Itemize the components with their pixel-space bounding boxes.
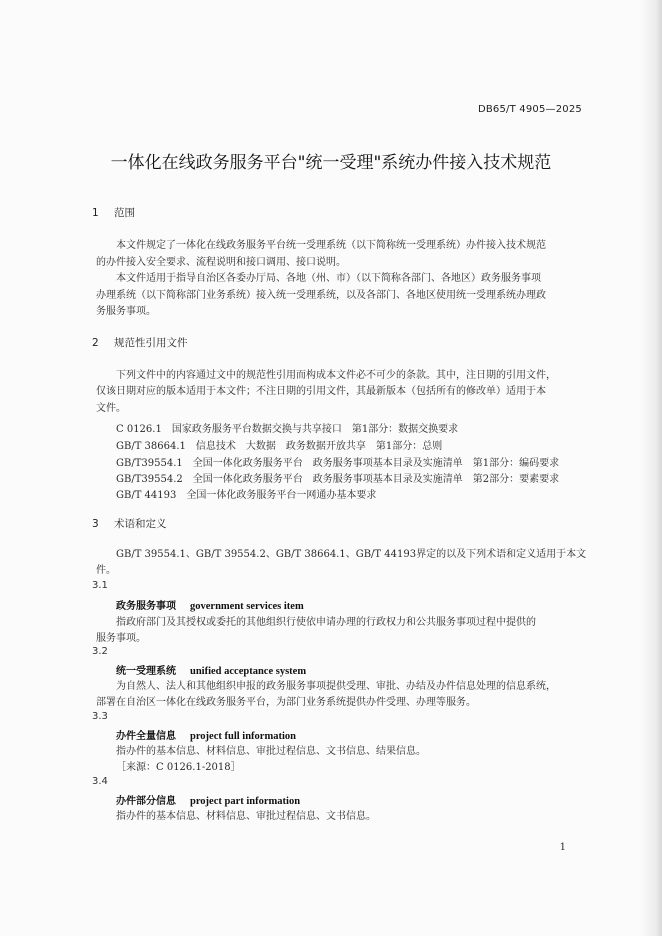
term-english: project part information <box>190 796 301 807</box>
term-entry <box>116 662 306 677</box>
term-chinese: 办件部分信息 <box>116 796 176 807</box>
normative-reference: GB/T 38664.1 信息技术 大数据 政务数据开放共享 第1部分：总则 <box>116 441 443 452</box>
section-1-para-1-line-2: 的办件接入安全要求、流程说明和接口调用、接口说明。 <box>96 257 346 268</box>
term-definition-line-2: 服务事项。 <box>96 633 146 644</box>
section-1-title: 范围 <box>114 207 135 219</box>
clause-number: 3.3 <box>92 711 108 722</box>
section-1-para-1-line-1: 本文件规定了一体化在线政务服务平台统一受理系统（以下简称统一受理系统）办件接入技术规范 <box>116 240 546 251</box>
term-entry <box>116 792 300 807</box>
section-3-heading <box>92 516 167 531</box>
term-english: project full information <box>190 731 296 742</box>
page-number: 1 <box>559 842 566 853</box>
section-3-number: 3 <box>92 518 99 530</box>
section-1-heading <box>92 205 135 220</box>
normative-reference: GB/T 44193 全国一体化政务服务平台一网通办基本要求 <box>116 490 377 501</box>
clause-number: 3.1 <box>92 580 108 591</box>
section-2-heading <box>92 335 188 350</box>
document-code: DB65/T 4905—2025 <box>477 104 582 115</box>
section-2-number: 2 <box>92 337 99 349</box>
section-3-title: 术语和定义 <box>114 518 167 530</box>
term-english: unified acceptance system <box>190 666 307 677</box>
document-title: 一体化在线政务服务平台"统一受理"系统办件接入技术规范 <box>110 153 552 173</box>
section-1-para-2-line-2: 办理系统（以下简称部门业务系统）接入统一受理系统，以及各部门、各地区使用统一受理系统办理政 <box>96 290 546 301</box>
section-2-intro-line-1: 下列文件中的内容通过文中的规范性引用而构成本文件必不可少的条款。其中，注日期的引用文件， <box>116 370 556 381</box>
section-1-number: 1 <box>92 207 99 219</box>
section-2-intro-line-2: 仅该日期对应的版本适用于本文件；不注日期的引用文件，其最新版本（包括所有的修改单）适用于本 <box>96 386 546 397</box>
normative-reference: GB/T39554.2 全国一体化政务服务平台 政务服务事项基本目录及实施清单 第2部分：要素要求 <box>116 474 560 485</box>
section-1-para-2-line-3: 务服务事项。 <box>96 306 156 317</box>
term-entry <box>116 727 296 742</box>
term-entry <box>116 597 304 612</box>
term-chinese: 办件全量信息 <box>116 731 176 742</box>
section-1-para-2-line-1: 本文件适用于指导自治区各委办厅局、各地（州、市）（以下简称各部门、各地区）政务服务事项 <box>116 273 541 284</box>
term-definition-line-1: 指办件的基本信息、材料信息、审批过程信息、文书信息。 <box>116 811 376 822</box>
section-3-intro-line-1: GB/T 39554.1、GB/T 39554.2、GB/T 38664.1、GB/T 44193界定的以及下列术语和定义适用于本文 <box>116 549 587 560</box>
term-source: ［来源：C 0126.1-2018］ <box>116 762 241 773</box>
normative-reference: C 0126.1 国家政务服务平台数据交换与共享接口 第1部分：数据交换要求 <box>116 424 459 435</box>
scan-edge-shadow <box>640 0 662 936</box>
term-definition-line-1: 指政府部门及其授权或委托的其他组织行使依申请办理的行政权力和公共服务事项过程中提供的 <box>116 617 536 628</box>
term-definition-line-1: 为自然人、法人和其他组织申报的政务服务事项提供受理、审批、办结及办件信息处理的信息系统， <box>116 681 556 692</box>
section-2-title: 规范性引用文件 <box>114 337 188 349</box>
term-chinese: 政务服务事项 <box>116 601 176 612</box>
clause-number: 3.2 <box>92 646 108 657</box>
term-definition-line-1: 指办件的基本信息、材料信息、审批过程信息、文书信息、结果信息。 <box>116 746 426 757</box>
clause-number: 3.4 <box>92 776 108 787</box>
section-3-intro-line-2: 件。 <box>96 565 116 576</box>
section-2-intro-line-3: 文件。 <box>96 403 126 414</box>
term-definition-line-2: 部署在自治区一体化在线政务服务平台，为部门业务系统提供办件受理、办理等服务。 <box>96 697 476 708</box>
term-english: government services item <box>190 601 304 612</box>
term-chinese: 统一受理系统 <box>116 666 176 677</box>
normative-reference: GB/T39554.1 全国一体化政务服务平台 政务服务事项基本目录及实施清单 第1部分：编码要求 <box>116 458 560 469</box>
